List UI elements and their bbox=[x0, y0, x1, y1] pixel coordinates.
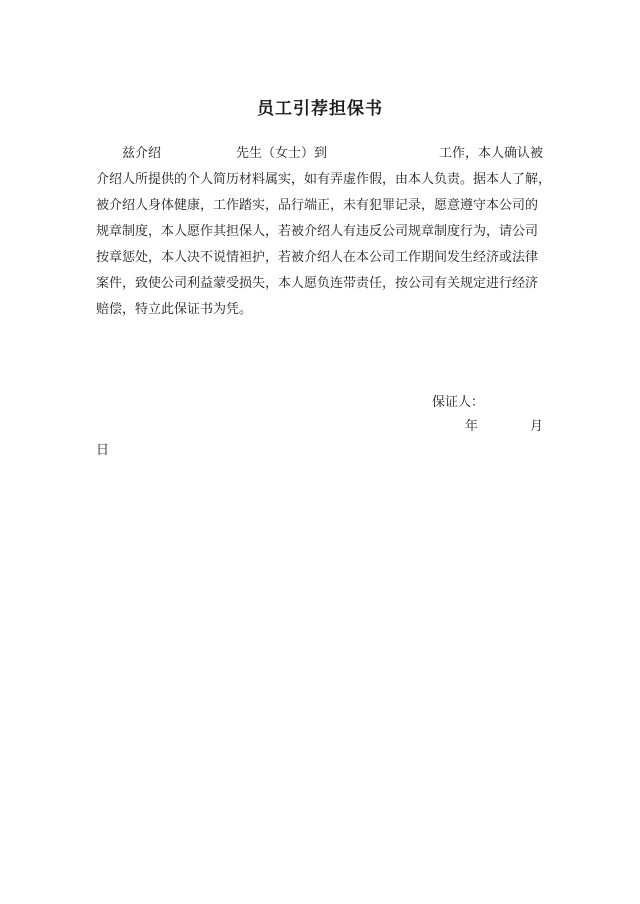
work-text: 工作，本人确认被 bbox=[439, 146, 544, 161]
paragraph-line-4: 规章制度，本人愿作其担保人，若被介绍人有违反公司规章制度行为，请公司 bbox=[96, 224, 539, 239]
paragraph-line-7: 赔偿，特立此保证书为凭。 bbox=[96, 302, 253, 317]
paragraph-line-1 bbox=[96, 141, 556, 167]
intro-text: 兹介绍 bbox=[122, 146, 162, 161]
year-label: 年 bbox=[465, 419, 479, 434]
paragraph-line-5: 按章惩处，本人决不说情袒护，若被介绍人在本公司工作期间发生经济或法律 bbox=[96, 250, 539, 265]
paragraph-line-6: 案件，致使公司利益蒙受损失，本人愿负连带责任，按公司有关规定进行经济 bbox=[96, 276, 539, 291]
paragraph-line-3: 被介绍人身体健康，工作踏实，品行端正，未有犯罪记录，愿意遵守本公司的 bbox=[96, 198, 539, 213]
month-label: 月 bbox=[530, 419, 544, 434]
document-title: 员工引荐担保书 bbox=[257, 99, 383, 119]
gender-text: 先生（女士）到 bbox=[236, 146, 328, 161]
day-label: 日 bbox=[96, 443, 110, 458]
guarantor-label: 保证人： bbox=[432, 395, 485, 410]
paragraph-line-2: 介绍人所提供的个人简历材料属实，如有弄虚作假，由本人负责。据本人了解， bbox=[96, 172, 552, 187]
